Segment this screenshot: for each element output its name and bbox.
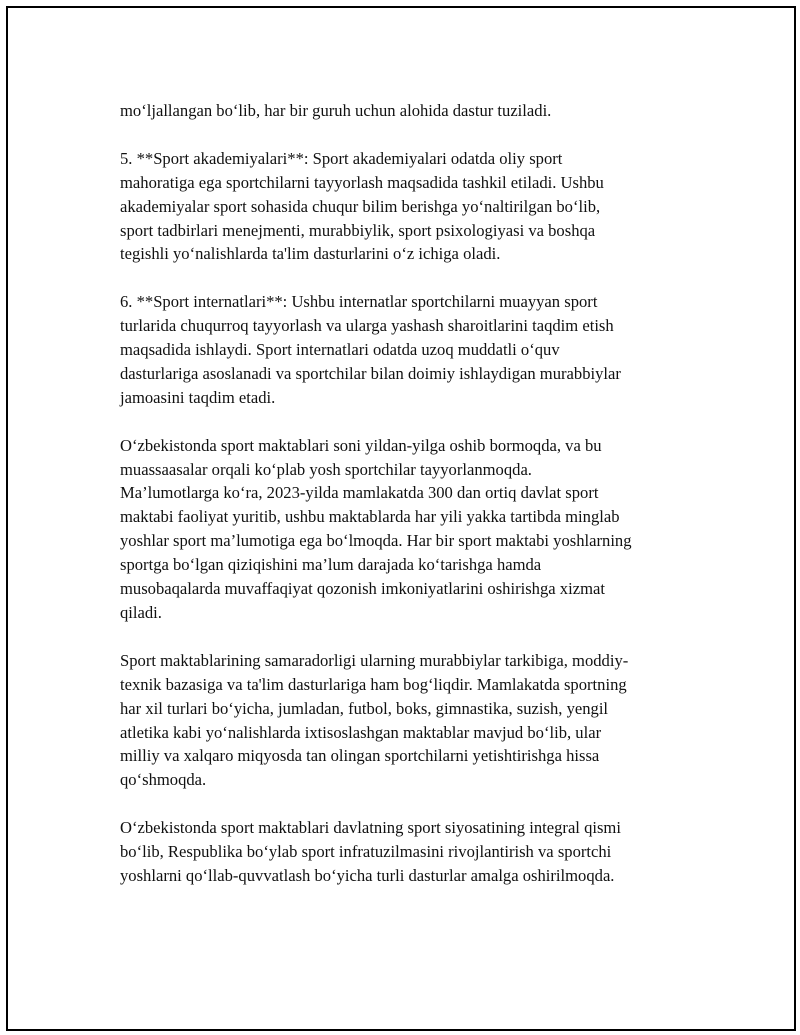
text-line: musobaqalarda muvaffaqiyat qozonish imkoniyatlarini oshirishga xizmat <box>120 579 605 599</box>
document-body <box>120 99 680 912</box>
text-line: 6. **Sport internatlari**: Ushbu internatlar sportchilarni muayyan sport <box>120 292 598 312</box>
text-line: 5. **Sport akademiyalari**: Sport akademiyalari odatda oliy sport <box>120 148 563 168</box>
text-line: dasturlariga asoslanadi va sportchilar bilan doimiy ishlaydigan murabbiylar <box>120 363 621 383</box>
text-line: Sport maktablarining samaradorligi ularning murabbiylar tarkibiga, moddiy- <box>120 650 629 670</box>
text-line: milliy va xalqaro miqyosda tan olingan sportchilarni yetishtirishga hissa <box>120 746 600 766</box>
text-line: jamoasini taqdim etadi. <box>120 387 276 407</box>
paragraph-state-policy <box>120 816 680 888</box>
text-line: yoshlarni qo‘llab-quvvatlash bo‘yicha turli dasturlar amalga oshirilmoqda. <box>120 865 615 885</box>
text-line: Ma’lumotlarga ko‘ra, 2023-yilda mamlakatda 300 dan ortiq davlat sport <box>120 483 599 503</box>
text-line: texnik bazasiga va ta'lim dasturlariga ham bog‘liqdir. Mamlakatda sportning <box>120 674 627 694</box>
text-line: har xil turlari bo‘yicha, jumladan, futbol, boks, gimnastika, suzish, yengil <box>120 698 609 718</box>
text-line: tegishli yo‘nalishlarda ta'lim dasturlarini o‘z ichiga oladi. <box>120 244 501 264</box>
document-page <box>6 6 796 1031</box>
paragraph-school-statistics <box>120 434 680 625</box>
text-line: O‘zbekistonda sport maktablari soni yildan-yilga oshib bormoqda, va bu <box>120 435 602 455</box>
text-line: O‘zbekistonda sport maktablari davlatning sport siyosatining integral qismi <box>120 818 621 838</box>
text-line: maqsadida ishlaydi. Sport internatlari odatda uzoq muddatli o‘quv <box>120 340 560 360</box>
text-line: mahoratiga ega sportchilarni tayyorlash maqsadida tashkil etiladi. Ushbu <box>120 172 604 192</box>
text-line: qiladi. <box>120 602 162 622</box>
text-line: sport tadbirlari menejmenti, murabbiylik, sport psixologiyasi va boshqa <box>120 220 596 240</box>
text-line: bo‘lib, Respublika bo‘ylab sport infratuzilmasini rivojlantirish va sportchi <box>120 842 612 862</box>
text-line: atletika kabi yo‘nalishlarda ixtisoslashgan maktablar mavjud bo‘lib, ular <box>120 722 602 742</box>
text-line: mo‘ljallangan bo‘lib, har bir guruh uchun alohida dastur tuziladi. <box>120 101 552 120</box>
paragraph-sport-boarding-schools <box>120 290 680 410</box>
text-line: turlarida chuqurroq tayyorlash va ularga yashash sharoitlarini taqdim etish <box>120 316 614 336</box>
paragraph-school-effectiveness <box>120 649 680 792</box>
paragraph-sport-academies <box>120 147 680 267</box>
text-line: muassaasalar orqali ko‘plab yosh sportchilar tayyorlanmoqda. <box>120 459 532 479</box>
paragraph-intro-continuation <box>120 99 680 123</box>
text-line: yoshlar sport ma’lumotiga ega bo‘lmoqda. Har bir sport maktabi yoshlarning <box>120 531 632 551</box>
text-line: qo‘shmoqda. <box>120 770 207 790</box>
text-line: sportga bo‘lgan qiziqishini ma’lum darajada ko‘tarishga hamda <box>120 555 542 575</box>
text-line: akademiyalar sport sohasida chuqur bilim berishga yo‘naltirilgan bo‘lib, <box>120 196 601 216</box>
text-line: maktabi faoliyat yuritib, ushbu maktablarda har yili yakka tartibda minglab <box>120 507 620 527</box>
